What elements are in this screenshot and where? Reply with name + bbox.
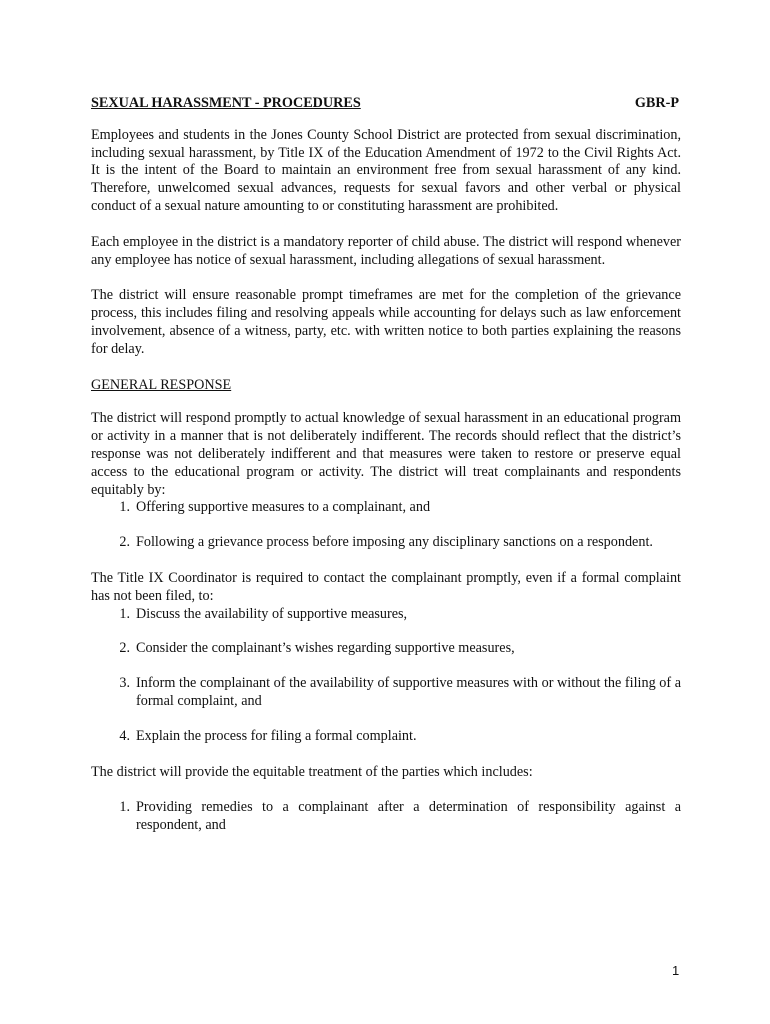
list-item-text: Following a grievance process before imposing any disciplinary sanctions on a respondent.	[136, 534, 653, 551]
list-item-number: 1.	[119, 499, 130, 516]
document-page	[91, 95, 681, 853]
list-item	[91, 728, 681, 746]
paragraph-timeframes: The district will ensure reasonable prompt timeframes are met for the completion of the grievance process, this includes filing and resolving appeals while accounting for delays such as law enforcement involvement, absence of a witness, party, etc. with written notice to both parties explaining the reasons for delay.	[91, 287, 681, 357]
list-item-number: 1.	[119, 605, 130, 622]
list-coordinator-duties	[91, 606, 681, 746]
list-item	[91, 640, 681, 658]
document-header	[91, 95, 681, 113]
paragraph-equitable-intro: The district will provide the equitable treatment of the parties which includes:	[91, 763, 533, 780]
paragraph-general-response-intro: The district will respond promptly to actual knowledge of sexual harassment in an educational program or activity in a manner that is not deliberately indifferent. The records should reflect that the district’s response was not deliberately indifferent and that measures were taken to restore or preserve equal access to the educational program or activity. The district will treat complainants and respondents equitably by:	[91, 410, 681, 498]
list-equitable-parties	[91, 799, 681, 835]
policy-code: GBR-P	[634, 95, 679, 111]
paragraph-title-ix: Employees and students in the Jones County School District are protected from sexual discrimination, including sexual harassment, by Title IX of the Education Amendment of 1972 to the Civil Rights Act. It is the intent of the Board to maintain an environment free from sexual harassment of any kind. Therefore, unwelcomed sexual advances, requests for sexual favors and other verbal or physical conduct of a sexual nature amounting to or constituting harassment are prohibited.	[91, 126, 681, 214]
list-item-number: 3.	[119, 675, 130, 692]
page-number: 1	[672, 963, 680, 978]
list-item-text: Inform the complainant of the availability of supportive measures with or without the filing of a formal complaint, and	[136, 675, 681, 709]
list-item	[91, 799, 681, 835]
document-title: SEXUAL HARASSMENT - PROCEDURES	[91, 95, 361, 111]
list-item	[91, 534, 681, 552]
list-item-text: Explain the process for filing a formal complaint.	[136, 727, 417, 744]
list-item	[91, 499, 681, 517]
list-item	[91, 606, 681, 624]
list-item-text: Discuss the availability of supportive measures,	[136, 605, 408, 622]
list-item-text: Providing remedies to a complainant after a determination of responsibility against a respondent, and	[136, 799, 681, 834]
list-item-text: Offering supportive measures to a complainant, and	[136, 499, 431, 516]
list-item	[91, 675, 681, 711]
list-item-text: Consider the complainant’s wishes regarding supportive measures,	[136, 640, 515, 657]
list-item-number: 4.	[119, 727, 130, 744]
list-equitable-treatment	[91, 499, 681, 552]
paragraph-mandatory-reporter: Each employee in the district is a mandatory reporter of child abuse. The district will respond whenever any employee has notice of sexual harassment, including allegations of sexual harassment.	[91, 233, 681, 268]
paragraph-coordinator-intro: The Title IX Coordinator is required to contact the complainant promptly, even if a formal complaint has not been filed, to:	[91, 569, 681, 604]
list-item-number: 1.	[119, 799, 130, 816]
list-item-number: 2.	[119, 640, 130, 657]
list-item-number: 2.	[119, 534, 130, 551]
section-heading-general-response: GENERAL RESPONSE	[91, 376, 232, 393]
